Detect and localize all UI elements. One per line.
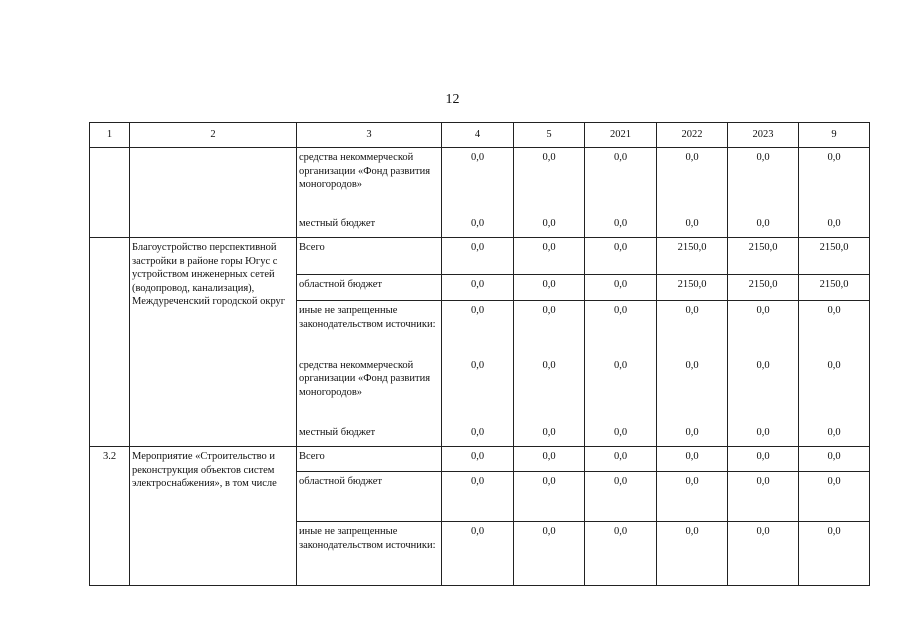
header-cell: 4	[442, 123, 514, 148]
value-cell: 0,0	[799, 472, 870, 522]
name-cell	[130, 148, 297, 238]
value-cell: 0,0	[514, 275, 585, 301]
value-cell: 0,0	[514, 356, 585, 423]
header-cell: 2023	[728, 123, 799, 148]
value-cell: 0,0	[728, 423, 799, 447]
value-cell: 0,0	[657, 522, 728, 586]
source-cell: иные не запрещенные законодательством источники:	[297, 522, 442, 586]
value-cell: 0,0	[514, 301, 585, 356]
source-cell: средства некоммерческой организации «Фонд развития моногородов»	[297, 356, 442, 423]
value-cell: 0,0	[657, 423, 728, 447]
header-row	[90, 123, 870, 148]
value-cell: 2150,0	[728, 238, 799, 275]
value-cell: 0,0	[728, 522, 799, 586]
value-cell: 0,0	[657, 301, 728, 356]
source-cell: областной бюджет	[297, 275, 442, 301]
value-cell: 0,0	[657, 214, 728, 238]
source-cell: Всего	[297, 238, 442, 275]
value-cell: 0,0	[514, 238, 585, 275]
value-cell: 0,0	[728, 301, 799, 356]
value-cell: 0,0	[442, 238, 514, 275]
value-cell: 0,0	[585, 148, 657, 214]
header-cell: 3	[297, 123, 442, 148]
value-cell: 0,0	[799, 522, 870, 586]
value-cell: 0,0	[442, 522, 514, 586]
header-cell: 5	[514, 123, 585, 148]
header-cell: 2022	[657, 123, 728, 148]
index-cell	[90, 238, 130, 447]
value-cell: 0,0	[657, 447, 728, 472]
value-cell: 0,0	[728, 148, 799, 214]
budget-table	[89, 122, 870, 586]
index-cell: 3.2	[90, 447, 130, 586]
table-row	[90, 238, 870, 275]
header-cell: 2	[130, 123, 297, 148]
value-cell: 0,0	[799, 447, 870, 472]
value-cell: 0,0	[585, 522, 657, 586]
value-cell: 0,0	[728, 356, 799, 423]
value-cell: 0,0	[799, 423, 870, 447]
value-cell: 0,0	[585, 447, 657, 472]
value-cell: 0,0	[585, 214, 657, 238]
value-cell: 0,0	[585, 356, 657, 423]
header-cell: 1	[90, 123, 130, 148]
table-row	[90, 447, 870, 472]
value-cell: 0,0	[799, 301, 870, 356]
value-cell: 0,0	[514, 522, 585, 586]
header-cell: 2021	[585, 123, 657, 148]
index-cell	[90, 148, 130, 238]
value-cell: 2150,0	[657, 275, 728, 301]
value-cell: 0,0	[728, 447, 799, 472]
value-cell: 0,0	[442, 472, 514, 522]
source-cell: иные не запрещенные законодательством источники:	[297, 301, 442, 356]
value-cell: 0,0	[442, 447, 514, 472]
value-cell: 2150,0	[728, 275, 799, 301]
value-cell: 0,0	[514, 148, 585, 214]
value-cell: 0,0	[585, 275, 657, 301]
table-row	[90, 148, 870, 214]
value-cell: 0,0	[514, 472, 585, 522]
value-cell: 0,0	[728, 214, 799, 238]
event-name-cell: Мероприятие «Строительство и реконструкция объектов систем электроснабжения», в том числе	[130, 447, 297, 586]
value-cell: 0,0	[442, 275, 514, 301]
source-cell: средства некоммерческой организации «Фонд развития моногородов»	[297, 148, 442, 214]
value-cell: 0,0	[728, 472, 799, 522]
value-cell: 0,0	[442, 423, 514, 447]
source-cell: областной бюджет	[297, 472, 442, 522]
value-cell: 0,0	[514, 214, 585, 238]
value-cell: 0,0	[585, 423, 657, 447]
value-cell: 0,0	[514, 423, 585, 447]
value-cell: 0,0	[799, 214, 870, 238]
page-number: 12	[445, 92, 460, 107]
value-cell: 0,0	[585, 301, 657, 356]
source-cell: местный бюджет	[297, 423, 442, 447]
value-cell: 0,0	[799, 148, 870, 214]
value-cell: 0,0	[442, 356, 514, 423]
value-cell: 0,0	[514, 447, 585, 472]
value-cell: 0,0	[657, 472, 728, 522]
value-cell: 0,0	[442, 148, 514, 214]
source-cell: местный бюджет	[297, 214, 442, 238]
value-cell: 2150,0	[799, 275, 870, 301]
value-cell: 0,0	[657, 356, 728, 423]
header-cell: 9	[799, 123, 870, 148]
event-name-cell: Благоустройство перспективной застройки в районе горы Югус с устройством инженерных сетей (водопровод, канализация), Междуреченский городской округ	[130, 238, 297, 447]
value-cell: 0,0	[657, 148, 728, 214]
source-cell: Всего	[297, 447, 442, 472]
value-cell: 0,0	[799, 356, 870, 423]
value-cell: 0,0	[585, 238, 657, 275]
value-cell: 0,0	[585, 472, 657, 522]
value-cell: 2150,0	[799, 238, 870, 275]
value-cell: 2150,0	[657, 238, 728, 275]
value-cell: 0,0	[442, 301, 514, 356]
value-cell: 0,0	[442, 214, 514, 238]
